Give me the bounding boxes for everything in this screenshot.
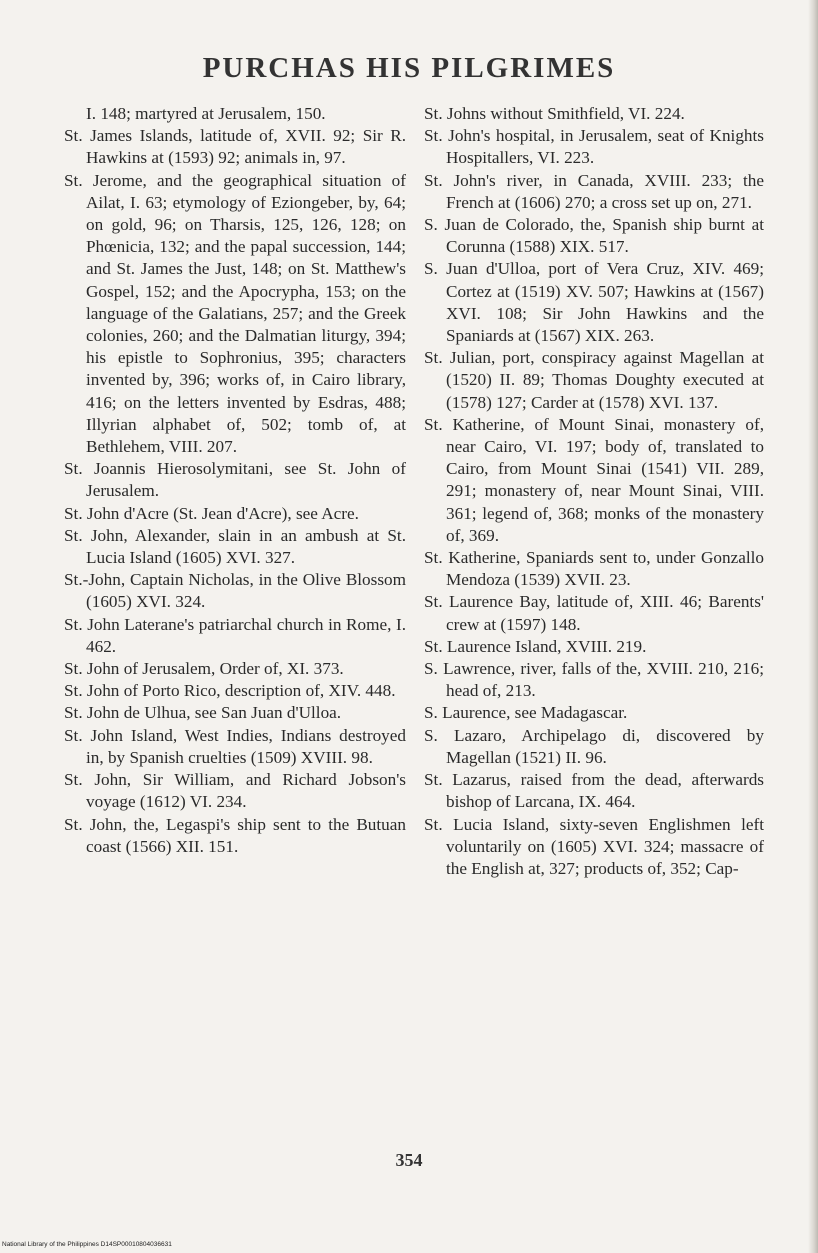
page-number: 354 <box>395 1150 423 1170</box>
index-entry: St. John, Sir William, and Richard Jobson's voyage (1612) VI. 234. <box>64 770 406 812</box>
index-entry: St. Lazarus, raised from the dead, afterwards bishop of Larcana, IX. 464. <box>424 770 764 812</box>
index-entry: St. Laurence Island, XVIII. 219. <box>424 636 647 656</box>
index-entry: S. Laurence, see Madagascar. <box>424 703 628 723</box>
index-entry: St. John de Ulhua, see San Juan d'Ulloa. <box>64 703 342 723</box>
right-index-column <box>424 103 764 880</box>
index-entry: St. John of Jerusalem, Order of, XI. 373. <box>64 659 344 679</box>
index-entry: St. John, the, Legaspi's ship sent to the Butuan coast (1566) XII. 151. <box>64 814 406 856</box>
index-entry: S. Juan d'Ulloa, port of Vera Cruz, XIV. 469; Cortez at (1519) XV. 507; Hawkins at (1567) XVI. 108; Sir John Hawkins and the Spaniards at (1567) XIX. 263. <box>424 259 764 346</box>
index-entry: St. John d'Acre (St. Jean d'Acre), see Acre. <box>64 503 359 523</box>
index-entry: St. John's hospital, in Jerusalem, seat of Knights Hospitallers, VI. 223. <box>424 126 764 168</box>
index-entry: St. Katherine, of Mount Sinai, monastery of, near Cairo, VI. 197; body of, translated to Cairo, from Mount Sinai (1541) VII. 289, 291; monastery of, near Mount Sinai, VIII. 361; legend of, 368; monks of the monastery of, 369. <box>424 414 764 545</box>
index-entry: St. Joannis Hierosolymitani, see St. John of Jerusalem. <box>64 459 406 501</box>
scan-footer-credit: National Library of the Philippines D14SP00010804036631 <box>2 1241 172 1248</box>
index-entry: St. James Islands, latitude of, XVII. 92; Sir R. Hawkins at (1593) 92; animals in, 97. <box>64 126 406 168</box>
index-entry: St.-John, Captain Nicholas, in the Olive Blossom (1605) XVI. 324. <box>64 570 406 612</box>
index-entry: St. Johns without Smithfield, VI. 224. <box>424 104 685 123</box>
index-entry: St. Katherine, Spaniards sent to, under Gonzallo Mendoza (1539) XVII. 23. <box>424 548 764 590</box>
page-edge-shadow <box>808 0 818 1253</box>
index-entry: St. Julian, port, conspiracy against Magellan at (1520) II. 89; Thomas Doughty executed at (1578) 127; Carder at (1578) XVI. 137. <box>424 348 764 412</box>
index-entry: St. Lucia Island, sixty-seven Englishmen left voluntarily on (1605) XVI. 324; massacre of the English at, 327; products of, 352; Cap- <box>424 814 764 878</box>
index-entry: St. Laurence Bay, latitude of, XIII. 46; Barents' crew at (1597) 148. <box>424 592 764 634</box>
page-title: PURCHAS HIS PILGRIMES <box>202 52 616 84</box>
index-entry: St. Jerome, and the geographical situation of Ailat, I. 63; etymology of Eziongeber, by, 64; on gold, 96; on Tharsis, 125, 126, 128; on Phœnicia, 132; and the papal succession, 144; and St. James the Just, 148; on St. Matthew's Gospel, 152; and the Apocrypha, 153; on the language of the Galatians, 257; and the Greek colonies, 260; and the Dalmatian liturgy, 394; his epistle to Sophronius, 395; characters invented by, 396; works of, in Cairo library, 416; on the letters invented by Esdras, 488; Illyrian alphabet of, 502; tomb of, at Bethlehem, VIII. 207. <box>64 170 406 457</box>
index-entry: St. John of Porto Rico, description of, XIV. 448. <box>64 681 396 701</box>
index-entry: St. John's river, in Canada, XVIII. 233; the French at (1606) 270; a cross set up on, 271. <box>424 170 764 212</box>
index-entry: St. John Island, West Indies, Indians destroyed in, by Spanish cruelties (1509) XVIII. 98. <box>64 725 406 767</box>
index-entry: S. Lawrence, river, falls of the, XVIII. 210, 216; head of, 213. <box>424 659 764 701</box>
index-entry: S. Lazaro, Archipelago di, discovered by Magellan (1521) II. 96. <box>424 725 764 767</box>
index-entry: St. John, Alexander, slain in an ambush at St. Lucia Island (1605) XVI. 327. <box>64 525 406 568</box>
index-entry: I. 148; martyred at Jerusalem, 150. <box>86 104 326 123</box>
left-index-column <box>64 103 406 858</box>
index-entry: S. Juan de Colorado, the, Spanish ship burnt at Corunna (1588) XIX. 517. <box>424 215 764 257</box>
index-entry: St. John Laterane's patriarchal church in Rome, I. 462. <box>64 614 406 656</box>
